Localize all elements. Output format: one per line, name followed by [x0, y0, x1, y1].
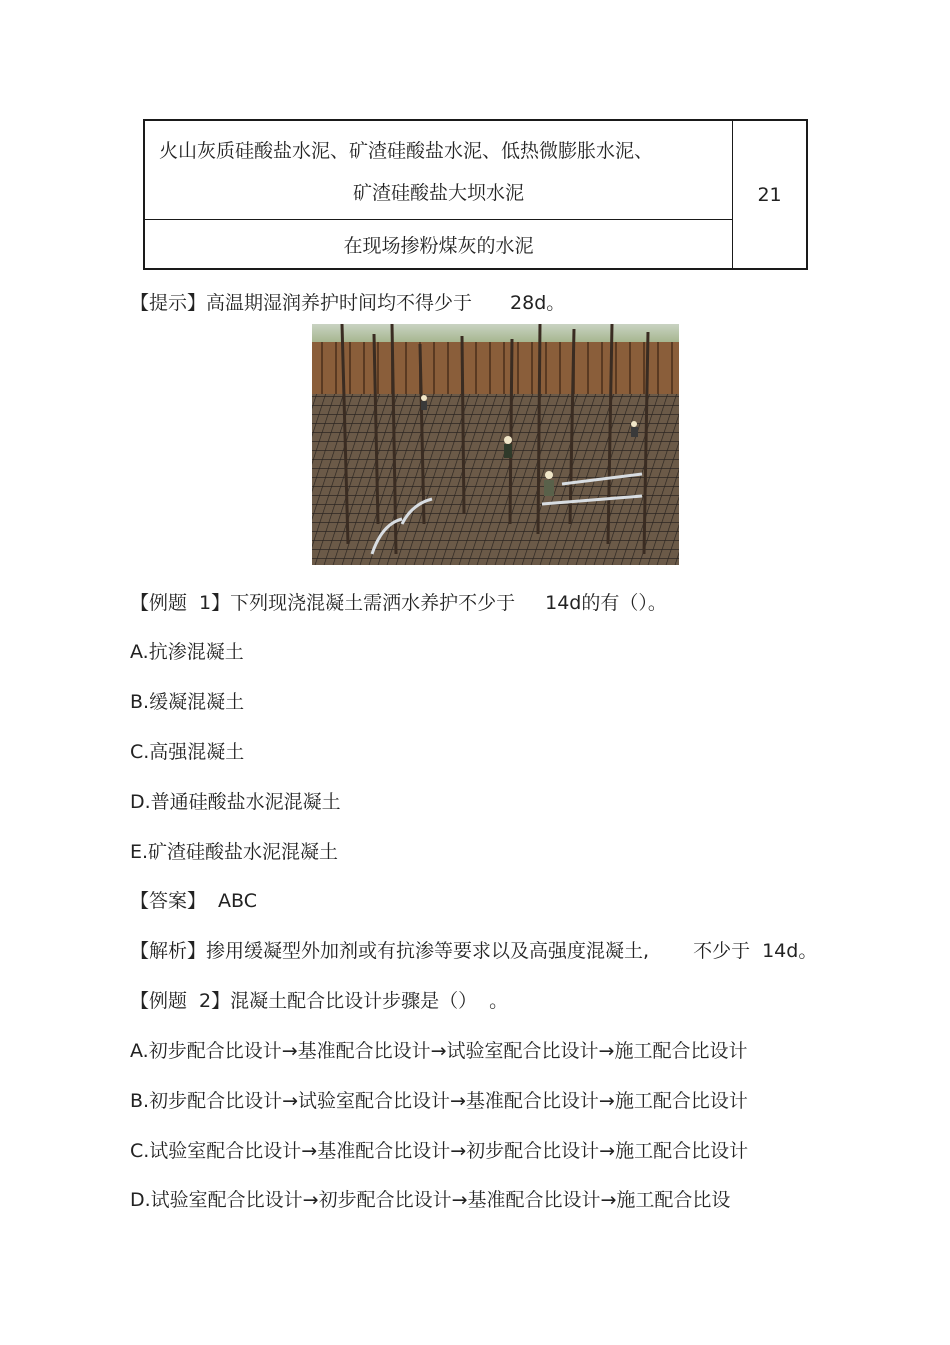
example1-option-c: C.高强混凝土 [130, 741, 245, 763]
answer-value: ABC [218, 890, 257, 912]
example2-option-d: D.试验室配合比设计→初步配合比设计→基准配合比设计→施工配合比设 [130, 1189, 731, 1211]
analysis-label: 【解析】 [130, 940, 207, 962]
analysis-tail: 不少于 [693, 940, 751, 962]
tip-label: 【提示】 [130, 292, 207, 314]
cement-curing-table [143, 119, 808, 270]
tip-line [130, 288, 565, 315]
example2-question [130, 986, 508, 1013]
construction-site-photo [312, 324, 679, 565]
example2-option-b: B.初步配合比设计→试验室配合比设计→基准配合比设计→施工配合比设计 [130, 1090, 748, 1112]
example1-option-a: A.抗渗混凝土 [130, 641, 244, 663]
example1-question-text: 下列现浇混凝土需洒水养护不少于 [230, 592, 516, 614]
example1-question [130, 588, 667, 615]
example1-option-b: B.缓凝混凝土 [130, 691, 245, 713]
answer-label: 【答案】 [130, 890, 207, 912]
tip-text: 高温期湿润养护时间均不得少于 [206, 292, 473, 314]
fly-ash-cement-cell: 在现场掺粉煤灰的水泥 [144, 220, 733, 270]
cement-types-line1: 火山灰质硅酸盐水泥、矿渣硅酸盐水泥、低热微膨胀水泥、 [159, 140, 654, 162]
example1-label: 【例题 [130, 592, 188, 614]
rebar-grid-image [312, 324, 679, 565]
analysis-value: 14d。 [762, 940, 818, 962]
cement-types-cell [144, 120, 733, 220]
cement-types-line2: 矿渣硅酸盐大坝水泥 [353, 182, 525, 204]
example1-option-e: E.矿渣硅酸盐水泥混凝土 [130, 841, 339, 863]
example2-number: 2】 [199, 990, 231, 1012]
example2-label: 【例题 [130, 990, 188, 1012]
example1-number: 1】 [199, 592, 231, 614]
example1-tail: 的有（）。 [581, 592, 667, 614]
example2-option-c: C.试验室配合比设计→基准配合比设计→初步配合比设计→施工配合比设计 [130, 1140, 749, 1162]
example2-question-text: 混凝土配合比设计步骤是（） [230, 990, 478, 1012]
example1-option-d: D.普通硅酸盐水泥混凝土 [130, 791, 341, 813]
example2-option-a: A.初步配合比设计→基准配合比设计→试验室配合比设计→施工配合比设计 [130, 1040, 748, 1062]
example2-tail: 。 [489, 990, 509, 1012]
example1-answer [130, 886, 257, 913]
tip-value: 28d。 [510, 292, 566, 314]
analysis-text: 掺用缓凝型外加剂或有抗渗等要求以及高强度混凝土, [206, 940, 650, 962]
example1-analysis [130, 936, 817, 963]
curing-days-cell: 21 [733, 120, 807, 269]
example1-value: 14d [545, 592, 582, 614]
